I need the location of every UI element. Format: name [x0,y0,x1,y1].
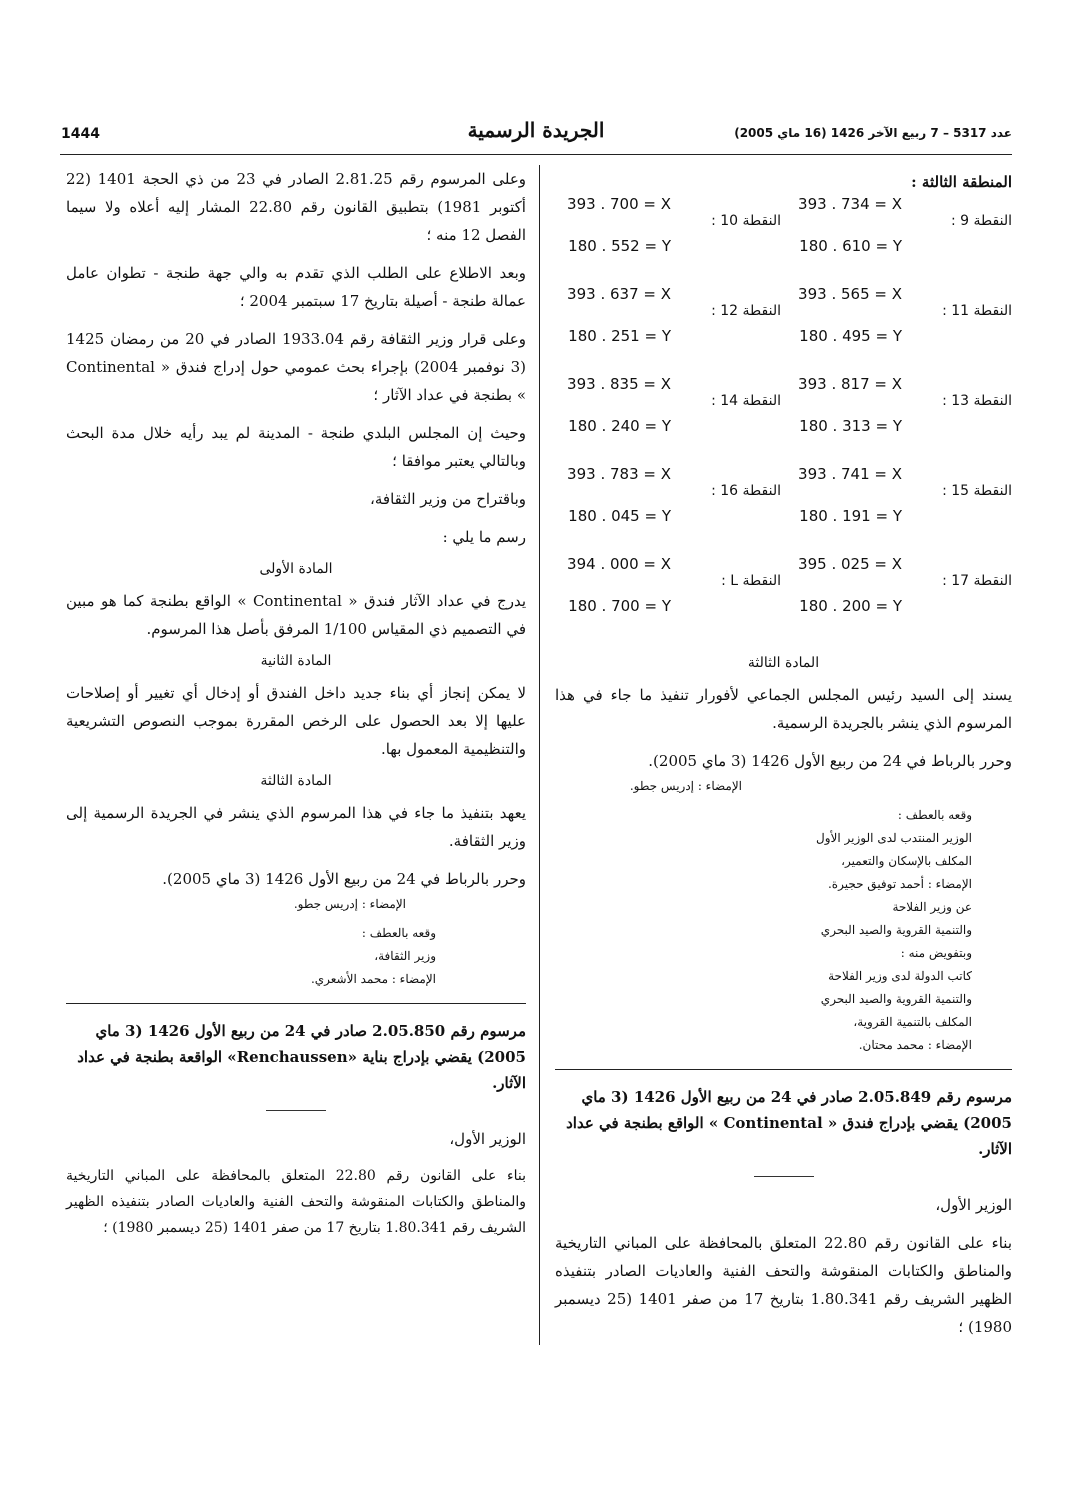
left-column [66,165,526,1251]
prime-minister: الوزير الأول، [449,1130,526,1148]
page-header [60,118,1012,155]
point-x: 393 . 817 = X [798,375,902,393]
point-y: 180 . 610 = Y [799,237,902,255]
point-label: النقطة 12 : [711,303,781,319]
countersign-line: المكلف بالتنمية القروية، [853,1015,972,1029]
points-row [555,195,1012,285]
point-label: النقطة 14 : [711,393,781,409]
point-label: النقطة 11 : [942,303,1012,319]
short-rule [266,1110,326,1111]
points-row [555,285,1012,375]
point-label: النقطة 13 : [942,393,1012,409]
decree-title: مرسوم رقم 2.05.849 صادر في 24 من ربيع الأول 1426 (3 ماي 2005) يقضي بإدراج فندق « Continental » الواقع بطنجة في عداد الآثار. [566,1088,1012,1158]
point-y: 180 . 045 = Y [568,507,671,525]
point-item [786,195,1012,285]
point-x: 393 . 783 = X [567,465,671,483]
point-y: 180 . 191 = Y [799,507,902,525]
point-item [786,375,1012,465]
signature: الإمضاء : إدريس جطو. [293,897,406,911]
zone-title: المنطقة الثالثة : [911,173,1012,191]
point-item [786,465,1012,555]
section-rule [66,1003,526,1004]
point-y: 180 . 700 = Y [568,597,671,615]
preamble-paragraph: وحيث إن المجلس البلدي طنجة - المدينة لم يبد رأيه خلال مدة البحث وبالتالي يعتبر موافقا ؛ [66,424,526,470]
article-title: المادة الثالثة [260,773,332,789]
point-x: 393 . 835 = X [567,375,671,393]
countersign-line: وزير الثقافة، [374,949,436,963]
signature: الإمضاء : إدريس جطو. [629,779,742,793]
article-title: المادة الأولى [259,561,333,577]
point-x: 393 . 565 = X [798,285,902,303]
countersign-line: كاتب الدولة لدى وزير الفلاحة [828,969,972,983]
point-x: 395 . 025 = X [798,555,902,573]
legal-basis: بناء على القانون رقم 22.80 المتعلق بالمحافظة على المباني التاريخية والمناطق والكتابات المنقوشة والتحف الفنية والعاديات الصادر بتنفيذه الظهير الشريف رقم 1.80.341 بتاريخ 17 من صفر 1401 (25 ديسمبر 1980) ؛ [66,1168,526,1236]
countersign-line: عن وزير الفلاحة [892,900,972,914]
countersign-line: الوزير المنتدب لدى الوزير الأول [816,831,972,845]
article-title: المادة الثانية [260,653,332,669]
article-text: يدرج في عداد الآثار فندق « Continental » الواقع بطنجة كما هو مبين في التصميم ذي المقياس 1/100 المرفق بأصل هذا المرسوم. [66,592,526,638]
point-label: النقطة 15 : [942,483,1012,499]
point-x: 393 . 700 = X [567,195,671,213]
legal-basis: بناء على القانون رقم 22.80 المتعلق بالمحافظة على المباني التاريخية والمناطق والكتابات المنقوشة والتحف الفنية والعاديات الصادر بتنفيذه الظهير الشريف رقم 1.80.341 بتاريخ 17 من صفر 1401 (25 ديسمبر 1980) ؛ [555,1234,1012,1336]
decree-title: مرسوم رقم 2.05.850 صادر في 24 من ربيع الأول 1426 (3 ماي 2005) يقضي بإدراج بناية «Renchaussen» الواقعة بطنجة في عداد الآثار. [77,1022,526,1092]
right-column [555,165,1012,1351]
point-y: 180 . 552 = Y [568,237,671,255]
preamble-paragraph: وبعد الاطلاع على الطلب الذي تقدم به والي جهة طنجة - تطوان عامل عمالة طنجة - أصيلة بتاريخ 17 سبتمبر 2004 ؛ [66,264,526,310]
countersign-line: والتنمية القروية والصيد البحري [820,992,972,1006]
point-item [786,285,1012,375]
done-at: وحرر بالرباط في 24 من ربيع الأول 1426 (3 ماي 2005). [648,752,1012,770]
countersign-line: وقعه بالعطف : [897,808,972,822]
article-text: لا يمكن إنجاز أي بناء جديد داخل الفندق أو إدخال أي تغيير أو إصلاحات عليها إلا بعد الحصول على الرخص المقررة بموجب النصوص التشريعية والتنظيمية المعمول بها. [66,684,526,758]
point-item [555,195,781,285]
point-label: النقطة 17 : [942,573,1012,589]
point-label: النقطة 10 : [711,213,781,229]
done-at: وحرر بالرباط في 24 من ربيع الأول 1426 (3 ماي 2005). [162,870,526,888]
point-label: النقطة 9 : [951,213,1012,229]
section-rule [555,1069,1012,1070]
point-item [786,555,1012,645]
point-x: 393 . 741 = X [798,465,902,483]
point-item [555,555,781,645]
countersign-line: وقعه بالعطف : [361,926,436,940]
article-text: يعهد بتنفيذ ما جاء في هذا المرسوم الذي ينشر في الجريدة الرسمية إلى وزير الثقافة. [66,804,526,850]
countersign-block [66,922,436,991]
point-y: 180 . 200 = Y [799,597,902,615]
preamble-paragraph: وعلى قرار وزير الثقافة رقم 1933.04 الصادر في 20 من رمضان 1425 (3 نوفمبر 2004) بإجراء بحث عمومي حول إدراج فندق « Continental » بطنجة في عداد الآثار ؛ [66,330,526,404]
issue-info: عدد 5317 – 7 ربيع الآخر 1426 (16 ماي 2005) [734,126,1012,140]
countersign-line: والتنمية القروية والصيد البحري [820,923,972,937]
countersign-line: المكلف بالإسكان والتعمير، [841,854,972,868]
countersign-line: الإمضاء : محمد الأشعري. [310,972,436,986]
countersign-line: الإمضاء : محمد محتان. [858,1038,972,1052]
journal-title: الجريدة الرسمية [467,118,605,142]
preamble-paragraph: وباقتراح من وزير الثقافة، [370,490,526,508]
prime-minister: الوزير الأول، [935,1196,1012,1214]
point-x: 393 . 734 = X [798,195,902,213]
countersign-block [555,804,972,1057]
countersign-line: الإمضاء : أحمد توفيق حجيرة. [827,877,972,891]
decreed-line: رسم ما يلي : [442,528,526,546]
points-row [555,375,1012,465]
point-item [555,285,781,375]
point-label: النقطة L : [721,573,781,589]
point-y: 180 . 313 = Y [799,417,902,435]
article-title: المادة الثالثة [747,655,820,671]
point-item [555,465,781,555]
points-row [555,555,1012,645]
page-number: 1444 [61,126,100,142]
point-y: 180 . 495 = Y [799,327,902,345]
point-y: 180 . 240 = Y [568,417,671,435]
preamble-paragraph: وعلى المرسوم رقم 2.81.25 الصادر في 23 من ذي الحجة 1401 (22 أكتوبر 1981) بتطبيق القانون رقم 22.80 المشار إليه أعلاه ولا سيما الفصل 12 منه ؛ [66,170,527,244]
article-text: يسند إلى السيد رئيس المجلس الجماعي لأفورار تنفيذ ما جاء في هذا المرسوم الذي ينشر بالجريدة الرسمية. [555,686,1012,732]
point-y: 180 . 251 = Y [568,327,671,345]
point-x: 394 . 000 = X [567,555,671,573]
point-item [555,375,781,465]
countersign-line: وبتفويض منه : [900,946,972,960]
point-x: 393 . 637 = X [567,285,671,303]
points-row [555,465,1012,555]
point-label: النقطة 16 : [711,483,781,499]
short-rule [754,1176,814,1177]
column-divider [539,165,540,1345]
